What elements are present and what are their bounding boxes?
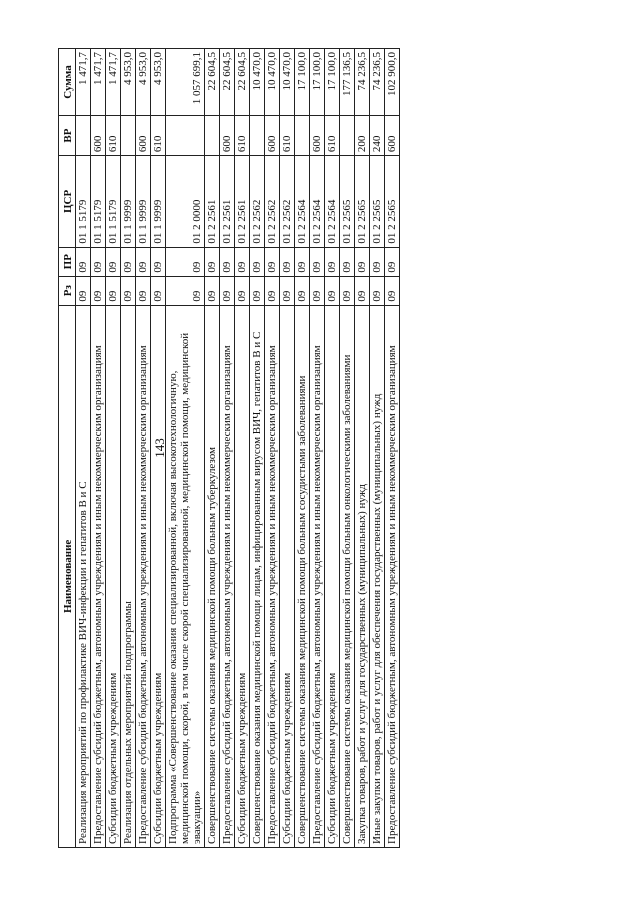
cell-csr: 01 1 5179 <box>91 156 106 248</box>
table-row <box>76 49 91 848</box>
table-row <box>235 49 250 848</box>
cell-name: Предоставление субсидий бюджетным, автономным учреждениям и иным некоммерческим организациям <box>310 305 325 847</box>
cell-csr: 01 1 9999 <box>136 156 151 248</box>
cell-vr: 610 <box>280 116 295 156</box>
cell-pr: 09 <box>205 247 220 276</box>
table-row <box>106 49 121 848</box>
cell-rz: 09 <box>166 276 205 305</box>
cell-pr: 09 <box>136 247 151 276</box>
table-row <box>136 49 151 848</box>
cell-name: Субсидии бюджетным учреждениям <box>325 305 340 847</box>
cell-rz: 09 <box>370 276 385 305</box>
cell-rz: 09 <box>235 276 250 305</box>
table-row <box>166 49 205 848</box>
cell-rz: 09 <box>280 276 295 305</box>
cell-sum: 22 604,5 <box>235 49 250 116</box>
cell-name: Реализация отдельных мероприятий подпрограммы <box>121 305 136 847</box>
cell-pr: 09 <box>310 247 325 276</box>
cell-pr: 09 <box>370 247 385 276</box>
header-name: Наименование <box>59 305 76 847</box>
cell-vr: 240 <box>370 116 385 156</box>
table-row <box>265 49 280 848</box>
table-row <box>325 49 340 848</box>
cell-sum: 74 236,5 <box>355 49 370 116</box>
cell-rz: 09 <box>355 276 370 305</box>
cell-rz: 09 <box>265 276 280 305</box>
cell-pr: 09 <box>220 247 235 276</box>
header-vr: ВР <box>59 116 76 156</box>
cell-vr: 610 <box>151 116 166 156</box>
cell-csr: 01 2 2562 <box>280 156 295 248</box>
cell-pr: 09 <box>121 247 136 276</box>
cell-rz: 09 <box>91 276 106 305</box>
cell-vr: 600 <box>91 116 106 156</box>
cell-csr: 01 2 2564 <box>310 156 325 248</box>
cell-csr: 01 1 5179 <box>106 156 121 248</box>
cell-csr: 01 2 2565 <box>340 156 355 248</box>
cell-rz: 09 <box>121 276 136 305</box>
cell-pr: 09 <box>280 247 295 276</box>
cell-vr <box>166 116 205 156</box>
cell-rz: 09 <box>151 276 166 305</box>
cell-pr: 09 <box>91 247 106 276</box>
cell-sum: 10 470,0 <box>265 49 280 116</box>
cell-rz: 09 <box>136 276 151 305</box>
cell-vr: 600 <box>385 116 400 156</box>
cell-sum: 17 100,0 <box>295 49 310 116</box>
cell-sum: 10 470,0 <box>280 49 295 116</box>
cell-name: Предоставление субсидий бюджетным, автономным учреждениям и иным некоммерческим организациям <box>136 305 151 847</box>
table-body <box>76 49 400 848</box>
cell-vr: 600 <box>136 116 151 156</box>
cell-name: Предоставление субсидий бюджетным, автономным учреждениям и иным некоммерческим организациям <box>220 305 235 847</box>
cell-csr: 01 2 2565 <box>370 156 385 248</box>
cell-csr: 01 2 2561 <box>235 156 250 248</box>
cell-sum: 1 471,7 <box>91 49 106 116</box>
table-row <box>250 49 265 848</box>
cell-csr: 01 2 2561 <box>205 156 220 248</box>
cell-vr <box>250 116 265 156</box>
cell-pr: 09 <box>325 247 340 276</box>
cell-pr: 09 <box>265 247 280 276</box>
cell-pr: 09 <box>166 247 205 276</box>
cell-csr: 01 2 2562 <box>265 156 280 248</box>
header-csr: ЦСР <box>59 156 76 248</box>
cell-vr <box>340 116 355 156</box>
cell-vr: 200 <box>355 116 370 156</box>
budget-table <box>58 48 400 848</box>
cell-name: Субсидии бюджетным учреждениям <box>106 305 121 847</box>
cell-vr <box>205 116 220 156</box>
cell-rz: 09 <box>106 276 121 305</box>
table-row <box>151 49 166 848</box>
cell-vr: 600 <box>220 116 235 156</box>
cell-vr: 610 <box>235 116 250 156</box>
table-row <box>280 49 295 848</box>
table-row <box>355 49 370 848</box>
cell-rz: 09 <box>310 276 325 305</box>
cell-name: Совершенствование системы оказания медицинской помощи больным онкологическими заболеваниями <box>340 305 355 847</box>
cell-vr: 600 <box>265 116 280 156</box>
table-row <box>295 49 310 848</box>
cell-rz: 09 <box>385 276 400 305</box>
cell-vr: 610 <box>106 116 121 156</box>
cell-rz: 09 <box>205 276 220 305</box>
cell-rz: 09 <box>325 276 340 305</box>
cell-sum: 1 471,7 <box>76 49 91 116</box>
cell-sum: 17 100,0 <box>325 49 340 116</box>
cell-rz: 09 <box>340 276 355 305</box>
cell-vr <box>295 116 310 156</box>
cell-pr: 09 <box>76 247 91 276</box>
cell-name: Совершенствование оказания медицинской помощи лицам, инфицированным вирусом ВИЧ, гепатитов В и С <box>250 305 265 847</box>
cell-rz: 09 <box>220 276 235 305</box>
cell-rz: 09 <box>76 276 91 305</box>
cell-sum: 102 900,0 <box>385 49 400 116</box>
cell-name: Предоставление субсидий бюджетным, автономным учреждениям и иным некоммерческим организациям <box>385 305 400 847</box>
cell-pr: 09 <box>355 247 370 276</box>
cell-csr: 01 1 5179 <box>76 156 91 248</box>
cell-vr: 610 <box>325 116 340 156</box>
cell-csr: 01 2 2564 <box>325 156 340 248</box>
table-row <box>370 49 385 848</box>
cell-name: Подпрограмма «Совершенствование оказания специализированной, включая высокотехнологичную, медицинской помощи, скорой, в том числе скорой специализированной, медицинской помощи, медицинской эвакуации» <box>166 305 205 847</box>
table-row <box>340 49 355 848</box>
cell-sum: 177 136,5 <box>340 49 355 116</box>
cell-name: Предоставление субсидий бюджетным, автономным учреждениям и иным некоммерческим организациям <box>265 305 280 847</box>
header-sum: Сумма <box>59 49 76 116</box>
table-header-row <box>59 49 76 848</box>
cell-sum: 22 604,5 <box>220 49 235 116</box>
cell-name: Совершенствование системы оказания медицинской помощи больным сосудистыми заболеваниями <box>295 305 310 847</box>
cell-csr: 01 2 2564 <box>295 156 310 248</box>
cell-vr <box>121 116 136 156</box>
cell-csr: 01 2 0000 <box>166 156 205 248</box>
cell-name: Субсидии бюджетным учреждениям <box>235 305 250 847</box>
header-rz: Рз <box>59 276 76 305</box>
cell-name: Субсидии бюджетным учреждениям <box>151 305 166 847</box>
cell-sum: 22 604,5 <box>205 49 220 116</box>
cell-name: Закупка товаров, работ и услуг для государственных (муниципальных) нужд <box>355 305 370 847</box>
cell-sum: 10 470,0 <box>250 49 265 116</box>
cell-pr: 09 <box>340 247 355 276</box>
cell-csr: 01 1 9999 <box>121 156 136 248</box>
cell-name: Реализация мероприятий по профилактике ВИЧ-инфекции и гепатитов В и С <box>76 305 91 847</box>
cell-pr: 09 <box>151 247 166 276</box>
cell-name: Иные закупки товаров, работ и услуг для обеспечения государственных (муниципальных) нужд <box>370 305 385 847</box>
cell-pr: 09 <box>235 247 250 276</box>
cell-sum: 1 057 699,1 <box>166 49 205 116</box>
table-row <box>385 49 400 848</box>
cell-name: Субсидии бюджетным учреждениям <box>280 305 295 847</box>
cell-name: Совершенствование системы оказания медицинской помощи больным туберкулезом <box>205 305 220 847</box>
cell-vr: 600 <box>310 116 325 156</box>
rotated-table-container <box>58 48 554 848</box>
cell-csr: 01 1 9999 <box>151 156 166 248</box>
page-number: 143 <box>152 438 167 458</box>
cell-csr: 01 2 2562 <box>250 156 265 248</box>
cell-rz: 09 <box>250 276 265 305</box>
cell-sum: 4 953,0 <box>121 49 136 116</box>
table-row <box>121 49 136 848</box>
table-row <box>205 49 220 848</box>
table-row <box>310 49 325 848</box>
cell-sum: 4 953,0 <box>151 49 166 116</box>
cell-rz: 09 <box>295 276 310 305</box>
cell-name: Предоставление субсидий бюджетным, автономным учреждениям и иным некоммерческим организациям <box>91 305 106 847</box>
cell-sum: 17 100,0 <box>310 49 325 116</box>
header-pr: ПР <box>59 247 76 276</box>
cell-pr: 09 <box>295 247 310 276</box>
table-row <box>220 49 235 848</box>
table-row <box>91 49 106 848</box>
cell-pr: 09 <box>250 247 265 276</box>
cell-pr: 09 <box>106 247 121 276</box>
cell-sum: 74 236,5 <box>370 49 385 116</box>
cell-csr: 01 2 2561 <box>220 156 235 248</box>
cell-pr: 09 <box>385 247 400 276</box>
cell-csr: 01 2 2565 <box>385 156 400 248</box>
cell-sum: 1 471,7 <box>106 49 121 116</box>
cell-vr <box>76 116 91 156</box>
cell-csr: 01 2 2565 <box>355 156 370 248</box>
cell-sum: 4 953,0 <box>136 49 151 116</box>
